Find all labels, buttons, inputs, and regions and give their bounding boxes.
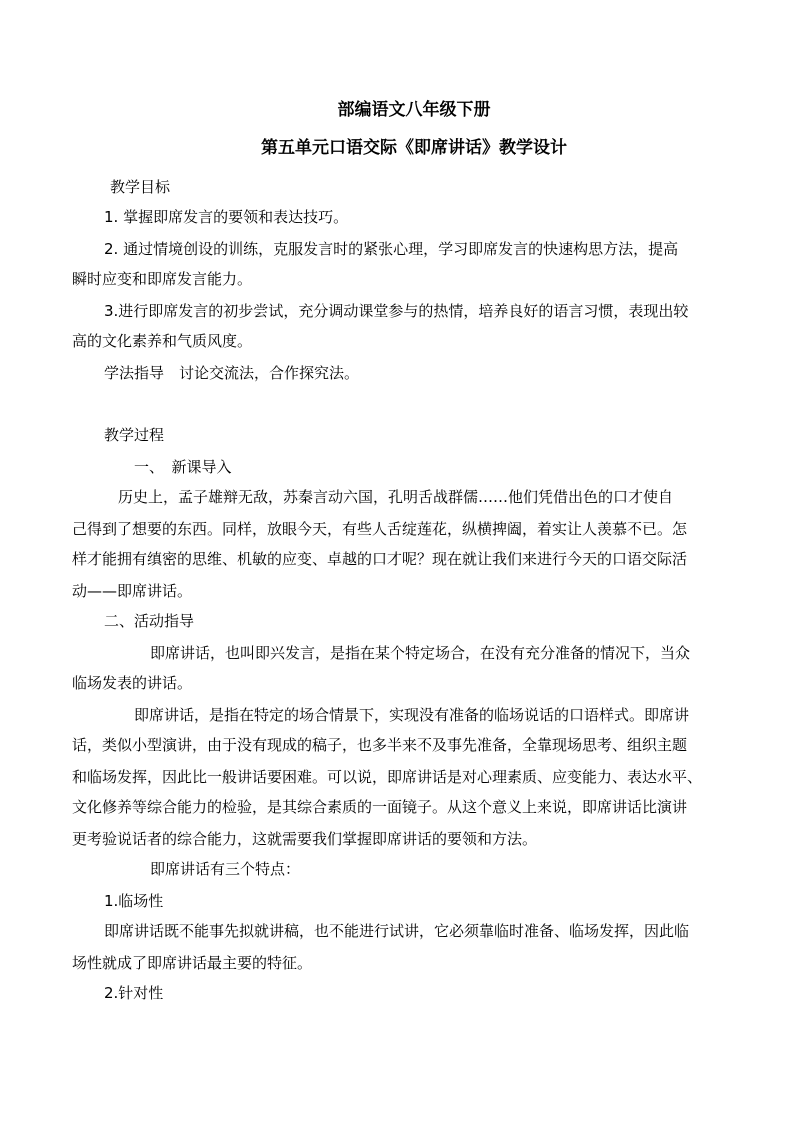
heading-teaching-goals: 教学目标 [110,178,171,196]
section-activity-guide: 二、活动指导 [104,612,195,630]
paragraph-line: 更考验说话者的综合能力，这就需要我们掌握即席讲话的要领和方法。 [72,830,538,848]
document-subtitle: 第五单元口语交际《即席讲话》教学设计 [261,138,567,158]
goal-item-3: 3.进行即席发言的初步尝试，充分调动课堂参与的热情，培养良好的语言习惯，表现出较 [104,302,689,320]
goal-item-2-cont: 瞬时应变和即席发言能力。 [72,270,253,288]
feature-heading-2: 2.针对性 [104,984,164,1002]
paragraph-line: 话，类似小型演讲，由于没有现成的稿子，也多半来不及事先准备，全靠现场思考、组织主题 [72,736,688,754]
paragraph-line: 即席讲话有三个特点： [150,860,301,878]
study-method: 学法指导 讨论交流法，合作探究法。 [104,364,360,382]
document-title: 部编语文八年级下册 [337,100,491,120]
paragraph-line: 临场发表的讲话。 [72,674,193,692]
paragraph-line: 历史上，孟子雄辩无敌，苏秦言动六国，孔明舌战群儒……他们凭借出色的口才使自 [118,488,674,506]
paragraph-line: 即席讲话，也叫即兴发言，是指在某个特定场合，在没有充分准备的情况下，当众 [150,644,691,662]
goal-item-1: 1. 掌握即席发言的要领和表达技巧。 [104,208,349,226]
heading-teaching-process: 教学过程 [104,426,165,444]
paragraph-line: 动——即席讲话。 [72,582,193,600]
goal-item-2: 2. 通过情境创设的训练，克服发言时的紧张心理，学习即席发言的快速构思方法，提高 [104,240,679,258]
paragraph-line: 文化修养等综合能力的检验，是其综合素质的一面镜子。从这个意义上来说，即席讲话比演讲 [72,798,688,816]
paragraph-line: 和临场发挥，因此比一般讲话要困难。可以说，即席讲话是对心理素质、应变能力、表达水平、 [72,768,703,786]
paragraph-line: 场性就成了即席讲话最主要的特征。 [72,954,313,972]
paragraph-line: 样才能拥有缜密的思维、机敏的应变、卓越的口才呢？现在就让我们来进行今天的口语交际活 [72,550,688,568]
paragraph-line: 即席讲话，是指在特定的场合情景下，实现没有准备的临场说话的口语样式。即席讲 [134,706,690,724]
paragraph-line: 即席讲话既不能事先拟就讲稿，也不能进行试讲，它必须靠临时准备、临场发挥，因此临 [104,922,690,940]
goal-item-3-cont: 高的文化素养和气质风度。 [72,332,253,350]
feature-heading-1: 1.临场性 [104,892,164,910]
paragraph-line: 己得到了想要的东西。同样，放眼今天，有些人舌绽莲花，纵横捭阖，着实让人羡慕不已。怎 [72,520,688,538]
section-new-lesson: 一、 新课导入 [134,458,232,476]
